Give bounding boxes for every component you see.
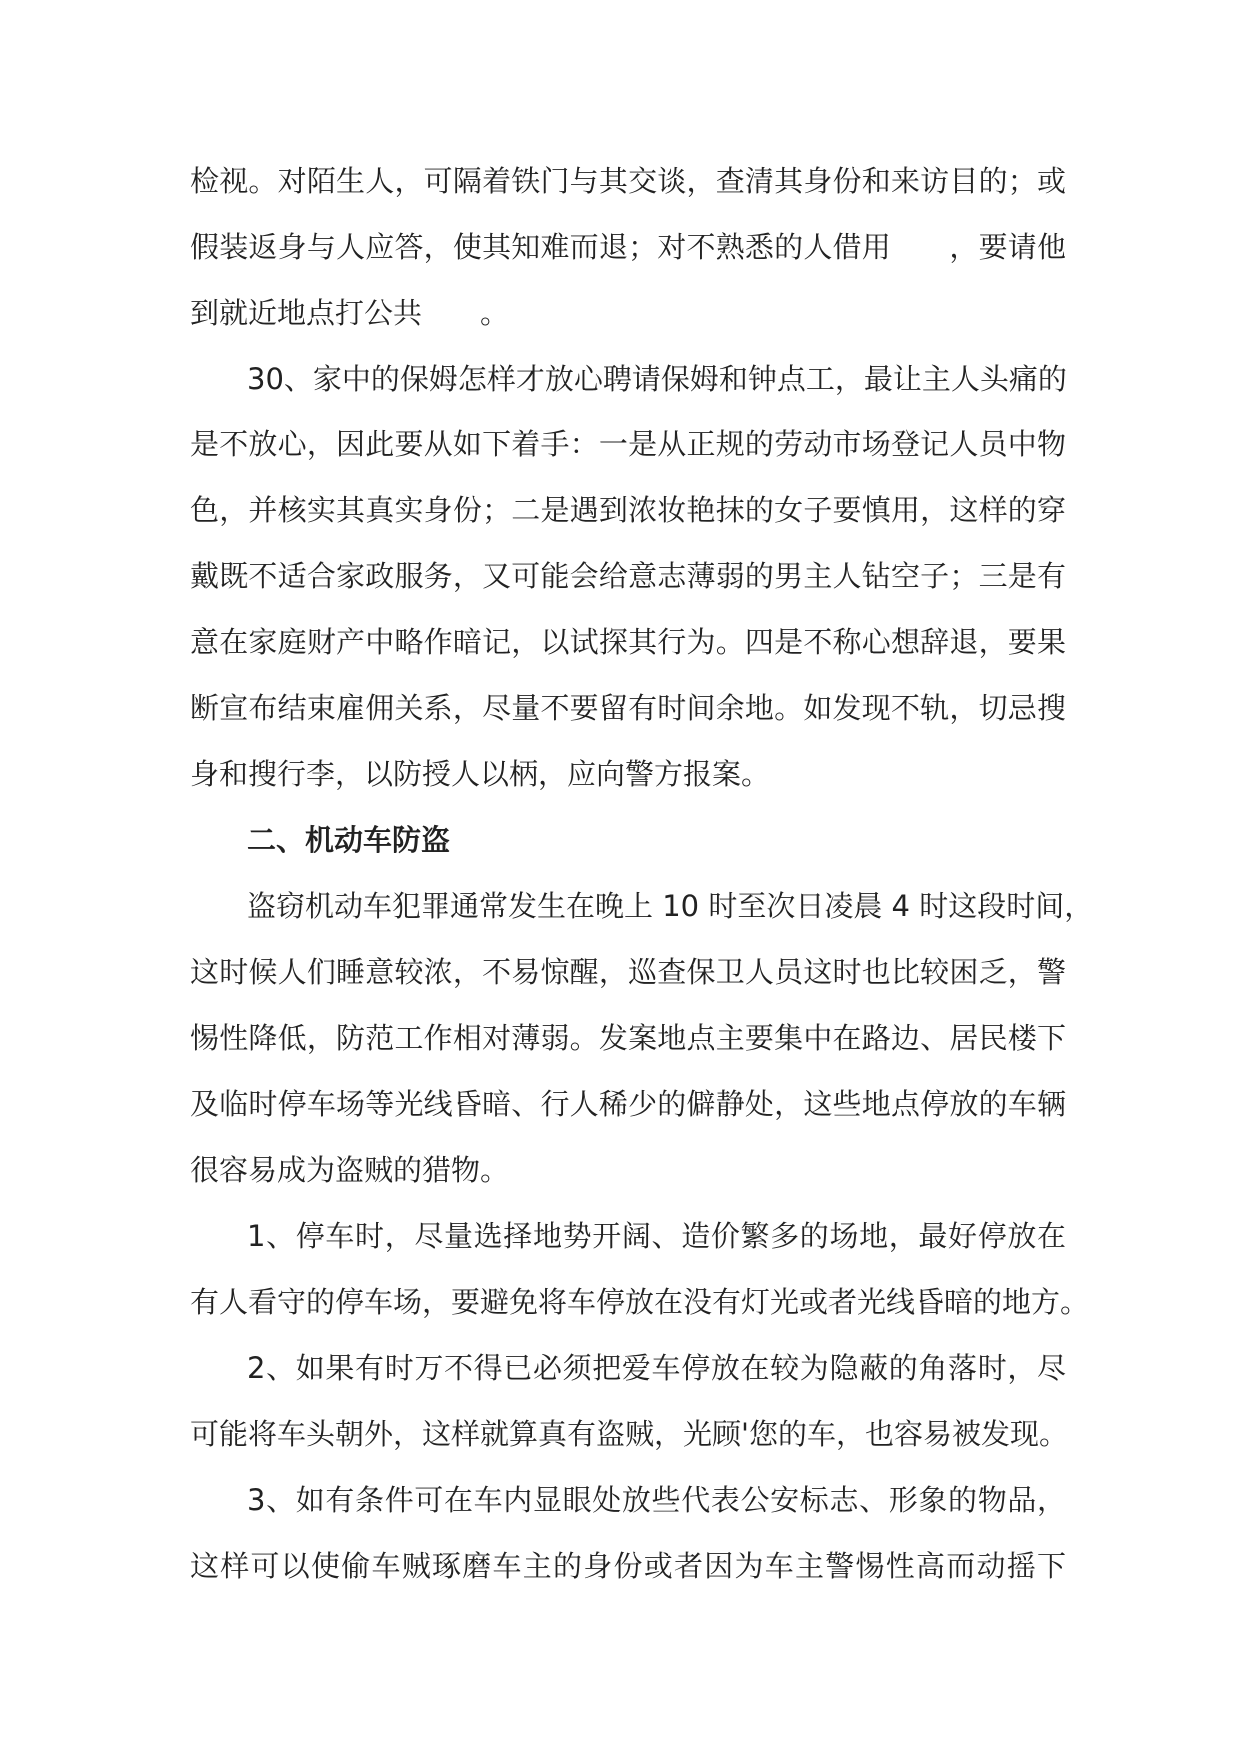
body-text-line: 及临时停车场等光线昏暗、行人稀少的僻静处，这些地点停放的车辆 xyxy=(190,1087,1066,1121)
body-text-line: 意在家庭财产中略作暗记，以试探其行为。四是不称心想辞退，要果 xyxy=(190,625,1066,659)
body-text-line: 可能将车头朝外，这样就算真有盗贼，光顾'您的车，也容易被发现。 xyxy=(190,1417,1068,1451)
body-text-line: 很容易成为盗贼的猎物。 xyxy=(190,1153,510,1187)
body-text-line: 假装返身与人应答，使其知难而退；对不熟悉的人借用 ，要请他 xyxy=(190,230,1066,264)
paragraph-first-line: 1、停车时，尽量选择地势开阔、造价繁多的场地，最好停放在 xyxy=(247,1219,1066,1253)
paragraph-first-line: 盗窃机动车犯罪通常发生在晚上 10 时至次日凌晨 4 时这段时间， xyxy=(247,889,1094,923)
body-text-line: 检视。对陌生人，可隔着铁门与其交谈，查清其身份和来访目的；或 xyxy=(190,164,1066,198)
body-text-line: 惕性降低，防范工作相对薄弱。发案地点主要集中在路边、居民楼下 xyxy=(190,1021,1066,1055)
body-text-line: 这样可以使偷车贼琢磨车主的身份或者因为车主警惕性高而动摇下 xyxy=(190,1549,1066,1583)
body-text-line: 有人看守的停车场，要避免将车停放在没有灯光或者光线昏暗的地方。 xyxy=(190,1285,1090,1319)
paragraph-first-line: 30、家中的保姆怎样才放心聘请保姆和钟点工，最让主人头痛的 xyxy=(247,362,1067,396)
body-text-line: 戴既不适合家政服务，又可能会给意志薄弱的男主人钻空子；三是有 xyxy=(190,559,1066,593)
body-text-line: 这时候人们睡意较浓，不易惊醒，巡查保卫人员这时也比较困乏，警 xyxy=(190,955,1066,989)
paragraph-first-line: 2、如果有时万不得已必须把爱车停放在较为隐蔽的角落时，尽 xyxy=(247,1351,1066,1385)
body-text-line: 是不放心，因此要从如下着手：一是从正规的劳动市场登记人员中物 xyxy=(190,427,1066,461)
body-text-line: 色，并核实其真实身份；二是遇到浓妆艳抹的女子要慎用，这样的穿 xyxy=(190,493,1066,527)
paragraph-first-line: 3、如有条件可在车内显眼处放些代表公安标志、形象的物品， xyxy=(247,1483,1066,1517)
body-text-line: 身和搜行李，以防授人以柄，应向警方报案。 xyxy=(190,757,771,791)
section-heading: 二、机动车防盗 xyxy=(247,823,451,857)
body-text-line: 到就近地点打公共 。 xyxy=(190,296,510,330)
body-text-line: 断宣布结束雇佣关系，尽量不要留有时间余地。如发现不轨，切忌搜 xyxy=(190,691,1066,725)
